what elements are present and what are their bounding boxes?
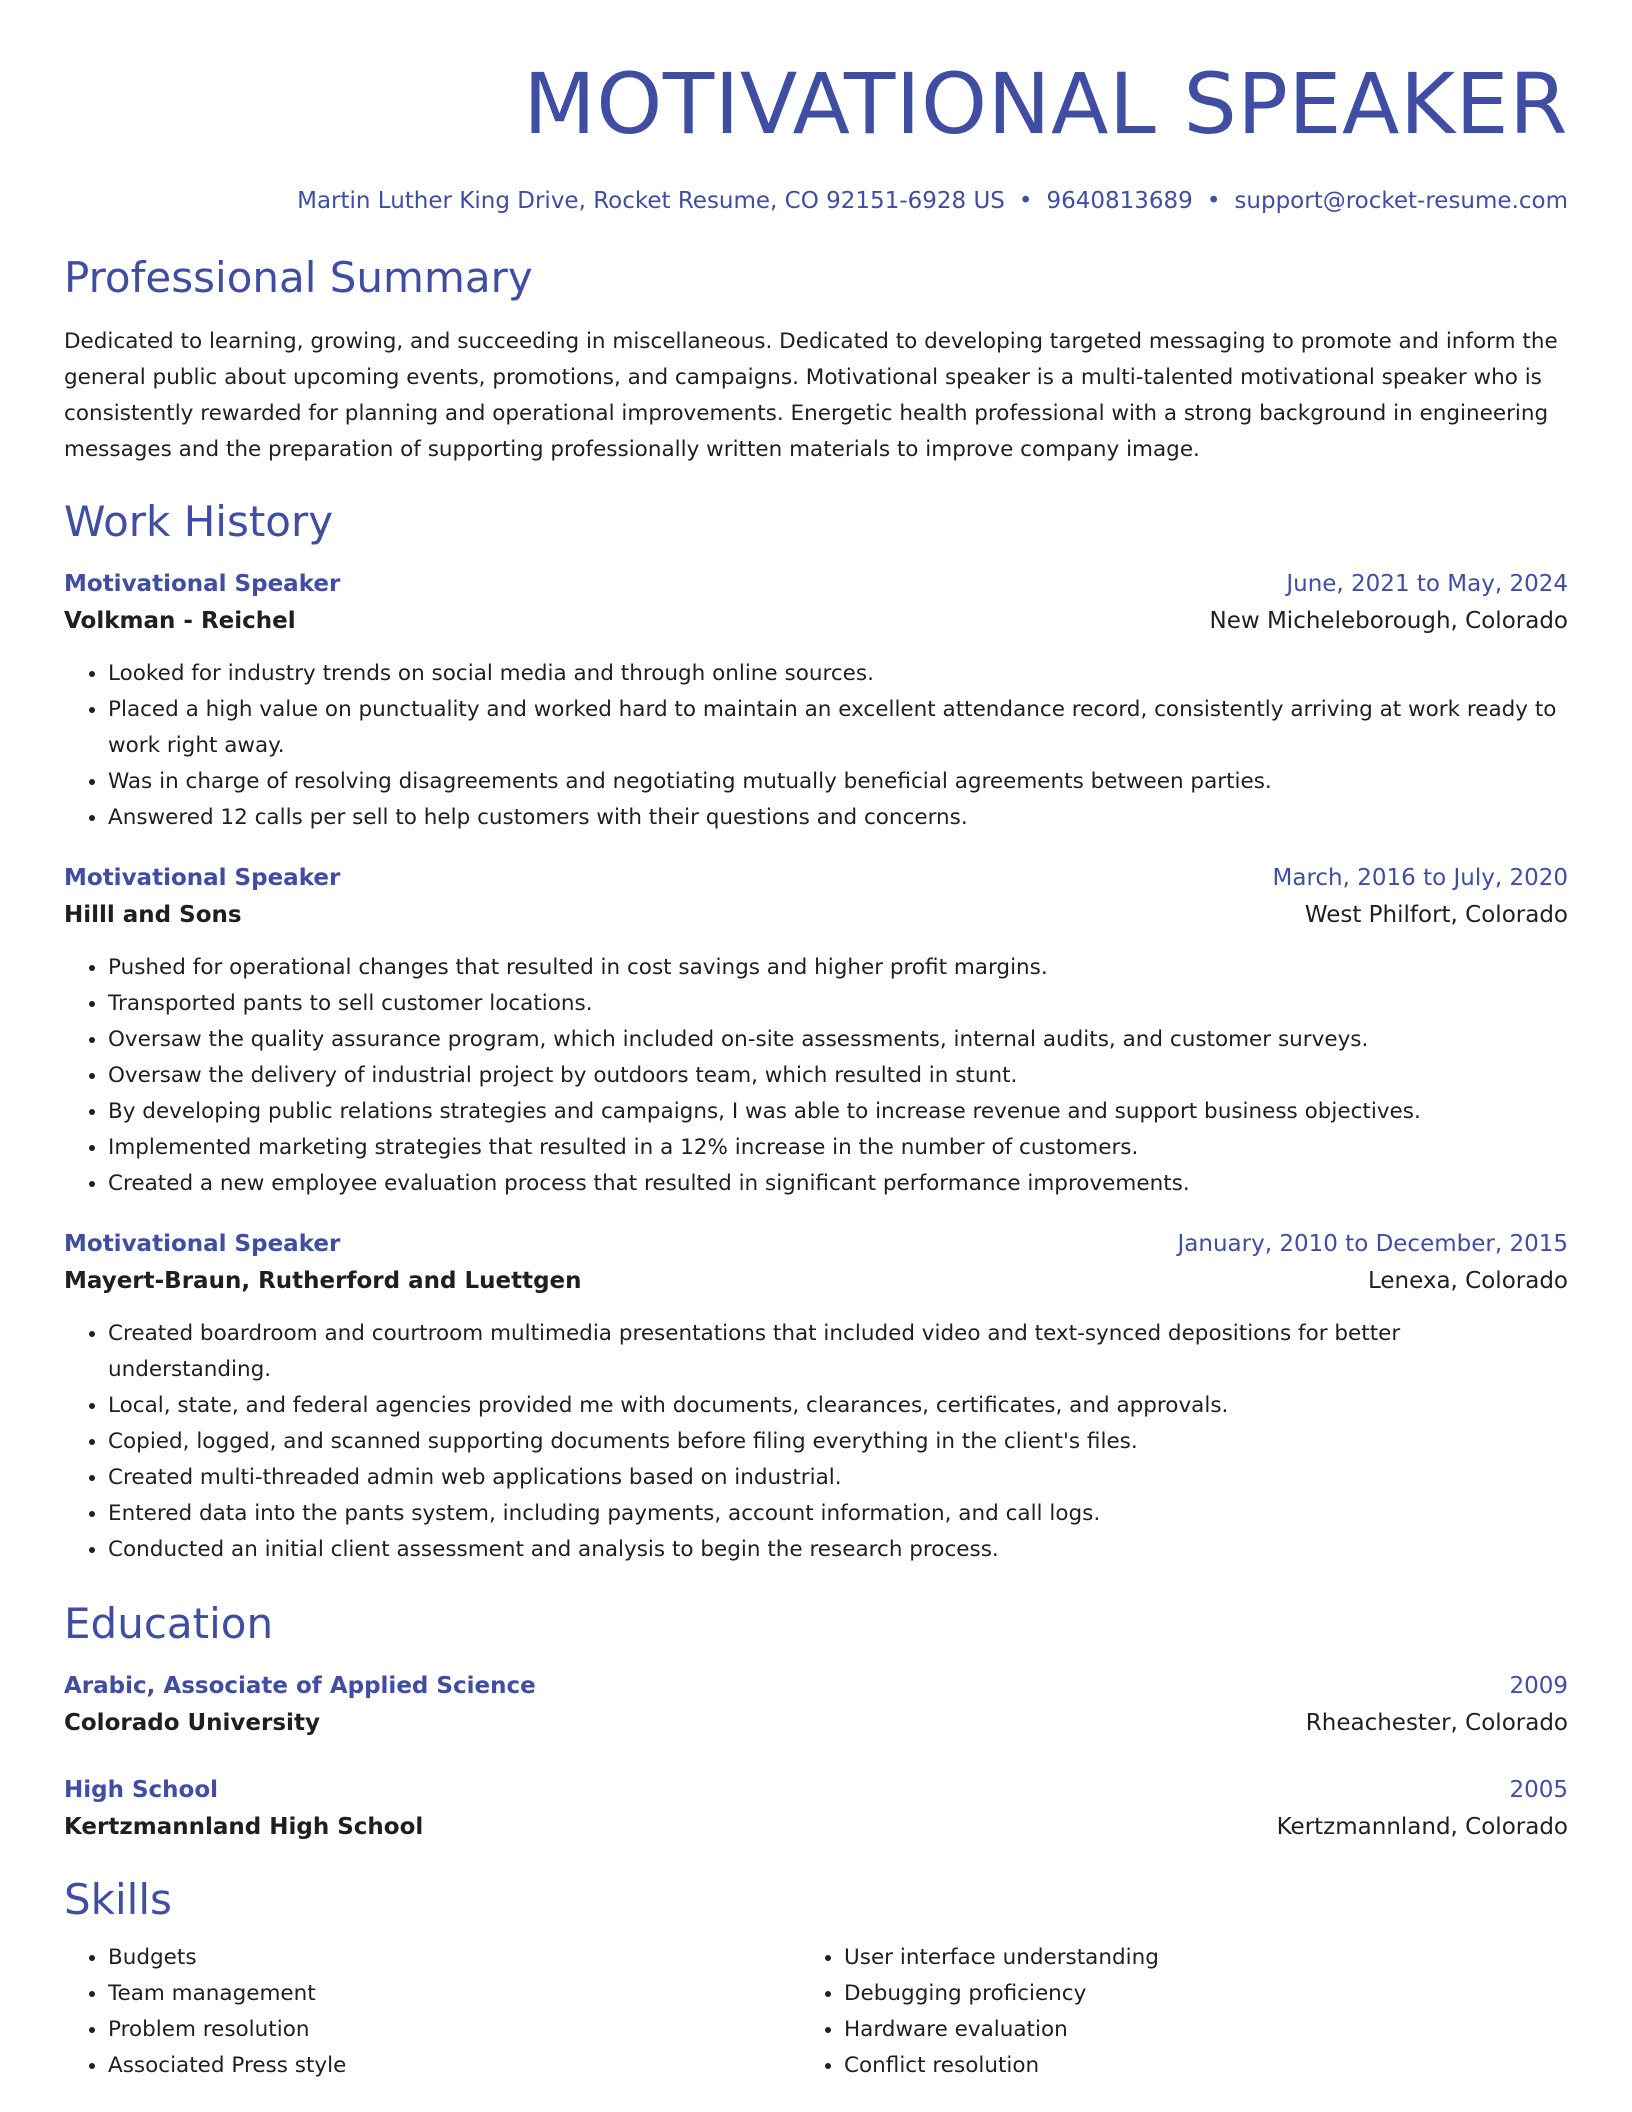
education-year: 2005 [1509, 1777, 1568, 1803]
resume-title: MOTIVATIONAL SPEAKER [523, 55, 1568, 153]
job-location: West Philfort, Colorado [1304, 902, 1568, 928]
job-bullets [64, 950, 1568, 1202]
job-entry [64, 862, 1568, 1202]
job-bullet: • Answered 12 calls per sell to help customers with their questions and concerns. [108, 800, 1568, 836]
skill-item: • Associated Press style [108, 2048, 800, 2084]
contact-email: support@rocket-resume.com [1234, 188, 1568, 214]
skill-item: • Problem resolution [108, 2012, 800, 2048]
summary-text: Dedicated to learning, growing, and succeeding in miscellaneous. Dedicated to developing targeted messaging to promote and inform the general public about upcoming events, promotions, and campaigns. Motivational speaker is a multi-talented motivational speaker who is consistently rewarded for planning and operational improvements. Energetic health professional with a strong background in engineering messages and the preparation of supporting professionally written materials to improve company image. [64, 329, 1558, 462]
job-bullet: • Placed a high value on punctuality and worked hard to maintain an excellent attendance record, consistently arriving at work ready to work right away. [108, 692, 1568, 764]
skill-item: • Conflict resolution [844, 2048, 1536, 2084]
education-location: Rheachester, Colorado [1305, 1710, 1568, 1736]
education-degree: High School [64, 1777, 219, 1803]
job-company: Hilll and Sons [64, 902, 242, 928]
job-bullet: • Oversaw the quality assurance program, which included on-site assessments, internal audits, and customer surveys. [108, 1022, 1568, 1058]
contact-line [64, 186, 1568, 216]
job-bullet: • Created a new employee evaluation process that resulted in significant performance improvements. [108, 1166, 1568, 1202]
job-entry [64, 568, 1568, 836]
job-bullet: • Pushed for operational changes that resulted in cost savings and higher profit margins. [108, 950, 1568, 986]
job-bullets [64, 656, 1568, 836]
contact-separator: • [1018, 188, 1033, 214]
job-title: Motivational Speaker [64, 865, 341, 891]
skill-item: • Hardware evaluation [844, 2012, 1536, 2048]
skills-heading: Skills [64, 1875, 172, 1924]
contact-address: Martin Luther King Drive, Rocket Resume, CO 92151-6928 US [297, 188, 1005, 214]
contact-phone: 9640813689 [1046, 188, 1193, 214]
work-history-heading: Work History [64, 497, 334, 546]
job-bullet: • Local, state, and federal agencies provided me with documents, clearances, certificates, and approvals. [108, 1388, 1568, 1424]
education-entry [64, 1670, 1568, 1740]
skill-item: • Budgets [108, 1940, 800, 1976]
job-location: New Micheleborough, Colorado [1209, 608, 1568, 634]
job-bullet: • Looked for industry trends on social media and through online sources. [108, 656, 1568, 692]
job-entry [64, 1228, 1568, 1568]
job-company: Mayert-Braun, Rutherford and Luettgen [64, 1268, 582, 1294]
job-bullet: • Entered data into the pants system, including payments, account information, and call logs. [108, 1496, 1568, 1532]
skill-item: • User interface understanding [844, 1940, 1536, 1976]
job-company: Volkman - Reichel [64, 608, 296, 634]
job-dates: June, 2021 to May, 2024 [1286, 571, 1568, 597]
job-title: Motivational Speaker [64, 1231, 341, 1257]
job-bullet: • Implemented marketing strategies that resulted in a 12% increase in the number of customers. [108, 1130, 1568, 1166]
job-dates: March, 2016 to July, 2020 [1272, 865, 1568, 891]
job-bullet: • Was in charge of resolving disagreements and negotiating mutually beneficial agreements between parties. [108, 764, 1568, 800]
skills-right-column [800, 1940, 1536, 2084]
job-dates: January, 2010 to December, 2015 [1177, 1231, 1568, 1257]
job-bullet: • By developing public relations strategies and campaigns, I was able to increase revenue and support business objectives. [108, 1094, 1568, 1130]
job-bullet: • Copied, logged, and scanned supporting documents before filing everything in the client's files. [108, 1424, 1568, 1460]
skill-item: • Team management [108, 1976, 800, 2012]
job-bullets [64, 1316, 1568, 1568]
education-heading: Education [64, 1599, 274, 1648]
job-bullet: • Created boardroom and courtroom multimedia presentations that included video and text-synced depositions for better understanding. [108, 1316, 1568, 1388]
job-title: Motivational Speaker [64, 571, 341, 597]
skills-columns [64, 1940, 1568, 2084]
job-bullet: • Oversaw the delivery of industrial project by outdoors team, which resulted in stunt. [108, 1058, 1568, 1094]
job-bullet: • Conducted an initial client assessment and analysis to begin the research process. [108, 1532, 1568, 1568]
summary-heading: Professional Summary [64, 253, 533, 302]
education-school: Colorado University [64, 1710, 320, 1736]
skill-item: • Debugging proficiency [844, 1976, 1536, 2012]
education-degree: Arabic, Associate of Applied Science [64, 1673, 536, 1699]
skills-left-column [64, 1940, 800, 2084]
job-bullet: • Transported pants to sell customer locations. [108, 986, 1568, 1022]
education-location: Kertzmannland, Colorado [1276, 1814, 1568, 1840]
job-location: Lenexa, Colorado [1367, 1268, 1568, 1294]
education-year: 2009 [1509, 1673, 1568, 1699]
education-school: Kertzmannland High School [64, 1814, 424, 1840]
education-entry [64, 1774, 1568, 1844]
contact-separator: • [1206, 188, 1221, 214]
job-bullet: • Created multi-threaded admin web applications based on industrial. [108, 1460, 1568, 1496]
